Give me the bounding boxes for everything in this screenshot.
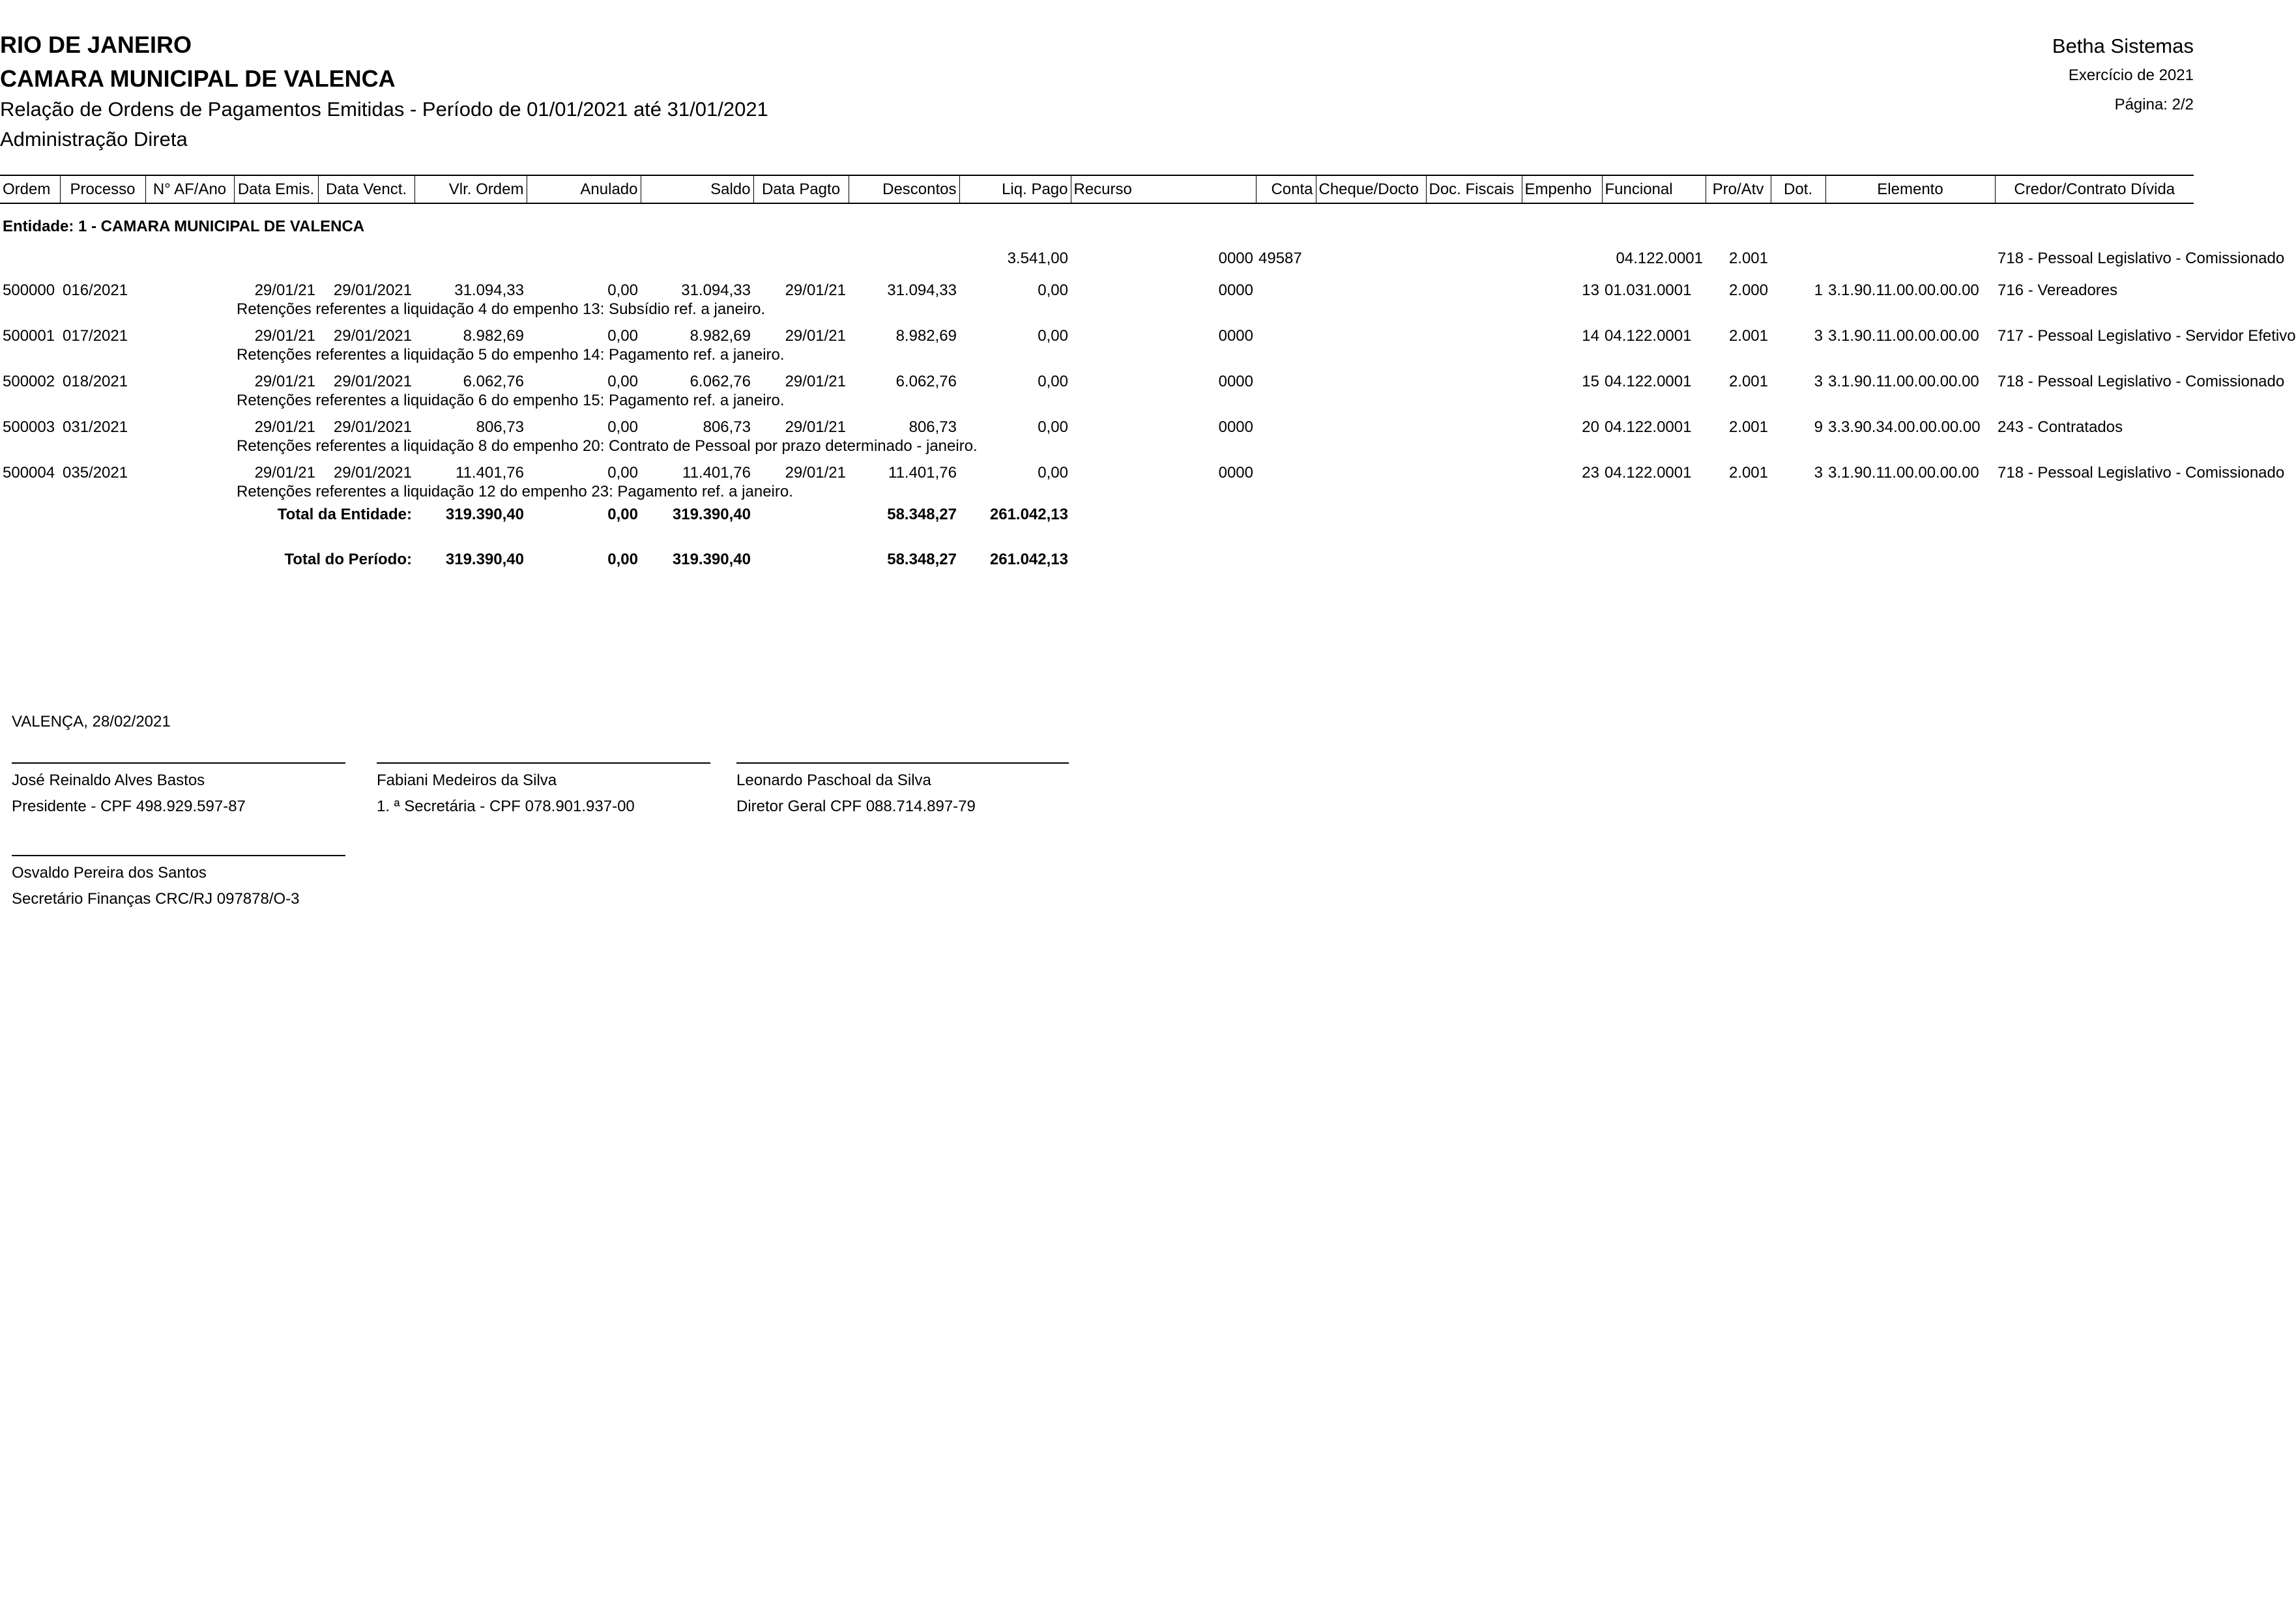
cell-saldo: 8.982,69 [690,327,751,345]
total-liq-pago: 261.042,13 [989,551,1068,568]
signature-line [12,855,345,856]
cell-processo: 018/2021 [63,373,128,390]
col-header: Pro/Atv [1706,175,1771,203]
cell-anulado: 0,00 [607,327,638,345]
signature-line [12,762,345,764]
retention-note: Retenções referentes a liquidação 12 do empenho 23: Pagamento ref. a janeiro. [237,483,793,500]
state-title: RIO DE JANEIRO [0,31,192,58]
cell-data-pagto: 29/01/21 [785,464,846,482]
col-header: Cheque/Docto [1316,175,1426,203]
retention-note: Retenções referentes a liquidação 8 do empenho 20: Contrato de Pessoal por prazo determinado - janeiro. [237,437,978,455]
table-row [0,273,2194,300]
retention-note: Retenções referentes a liquidação 6 do empenho 15: Pagamento ref. a janeiro. [237,392,785,409]
cell-liq-pago: 3.541,00 [1007,250,1068,267]
col-header: Recurso [1071,175,1256,203]
cell-pro-atv: 2.001 [1728,327,1768,345]
cell-liq-pago: 0,00 [1038,373,1068,390]
col-header: Saldo [641,175,753,203]
retention-note: Retenções referentes a liquidação 4 do empenho 13: Subsídio ref. a janeiro. [237,300,766,318]
entity-row [0,203,2194,242]
cell-anulado: 0,00 [607,418,638,436]
total-anulado: 0,00 [607,551,638,568]
retention-note: Retenções referentes a liquidação 5 do empenho 14: Pagamento ref. a janeiro. [237,346,785,364]
col-header: Conta [1256,175,1316,203]
cell-recurso: 0000 [1218,281,1253,299]
cell-elemento: 3.1.90.11.00.00.00.00 [1828,281,1979,299]
cell-recurso: 0000 [1218,250,1253,267]
table-row-note [0,391,2194,410]
total-vlr-ordem: 319.390,40 [445,551,524,568]
cell-descontos: 8.982,69 [895,327,957,345]
total-descontos: 58.348,27 [887,551,957,568]
table-row-note [0,300,2194,319]
col-header: Doc. Fiscais [1426,175,1522,203]
payment-orders-table [0,175,2296,569]
signature-line [377,762,710,764]
cell-funcional: 04.122.0001 [1605,418,1692,436]
cell-liq-pago: 0,00 [1038,464,1068,482]
cell-data-venc: 29/01/2021 [333,327,412,345]
cell-funcional: 04.122.0001 [1605,327,1692,345]
cell-recurso: 0000 [1218,418,1253,436]
total-anulado: 0,00 [607,506,638,523]
total-vlr-ordem: 319.390,40 [445,506,524,523]
signer-name: Osvaldo Pereira dos Santos [12,864,207,882]
cell-credor: 243 - Contratados [1998,418,2123,436]
table-header-row [0,175,2194,203]
col-header: Funcional [1602,175,1706,203]
total-descontos: 58.348,27 [887,506,957,523]
cell-funcional: 04.122.0001 [1605,464,1692,482]
cell-credor: 717 - Pessoal Legislativo - Servidor Efetivo [1998,327,2296,345]
cell-liq-pago: 0,00 [1038,327,1068,345]
cell-ordem: 500003 [3,418,55,436]
cell-empenho: 13 [1582,281,1599,299]
cell-elemento: 3.1.90.11.00.00.00.00 [1828,464,1979,482]
cell-pro-atv: 2.000 [1728,281,1768,299]
cell-vlr-ordem: 6.062,76 [463,373,524,390]
cell-descontos: 6.062,76 [895,373,957,390]
cell-empenho: 20 [1582,418,1599,436]
cell-descontos: 806,73 [908,418,957,436]
cell-pro-atv: 2.001 [1728,250,1768,267]
cell-dot: 3 [1814,373,1823,390]
cell-ordem: 500002 [3,373,55,390]
signer-role: Presidente - CPF 498.929.597-87 [12,798,246,815]
cell-processo: 016/2021 [63,281,128,299]
cell-af-ano [145,455,234,482]
cell-descontos: 31.094,33 [887,281,957,299]
signer-name: Fabiani Medeiros da Silva [377,772,557,789]
cell-empenho: 14 [1582,327,1599,345]
table-row [0,364,2194,391]
report-title: Relação de Ordens de Pagamentos Emitidas - Período de 01/01/2021 até 31/01/2021 [0,98,768,121]
signer-role: Secretário Finanças CRC/RJ 097878/O-3 [12,890,300,908]
cell-data-venc: 29/01/2021 [333,373,412,390]
col-header: Empenho [1522,175,1602,203]
cell-vlr-ordem: 11.401,76 [456,464,524,482]
entity-title: CAMARA MUNICIPAL DE VALENCA [0,65,396,92]
vendor-name: Betha Sistemas [2052,35,2194,57]
col-header: Dot. [1771,175,1825,203]
cell-data-emis: 29/01/21 [254,418,315,436]
cell-pro-atv: 2.001 [1728,373,1768,390]
cell-ordem: 500001 [3,327,55,345]
col-header: Data Emis. [234,175,318,203]
cell-af-ano [145,410,234,437]
cell-anulado: 0,00 [607,464,638,482]
cell-pro-atv: 2.001 [1728,418,1768,436]
col-header: Ordem [0,175,60,203]
cell-saldo: 6.062,76 [690,373,751,390]
total-saldo: 319.390,40 [672,551,751,568]
cell-credor: 718 - Pessoal Legislativo - Comissionado [1998,250,2285,267]
signature-line [736,762,1069,764]
cell-ordem: 500004 [3,464,55,482]
cell-data-emis: 29/01/21 [254,281,315,299]
carry-row [0,242,2194,273]
signer-role: Diretor Geral CPF 088.714.897-79 [736,798,976,815]
signer-role: 1. ª Secretária - CPF 078.901.937-00 [377,798,635,815]
col-header: N° AF/Ano [145,175,234,203]
col-header: Data Pagto [753,175,849,203]
cell-elemento: 3.3.90.34.00.00.00.00 [1828,418,1981,436]
cell-liq-pago: 0,00 [1038,281,1068,299]
cell-processo: 017/2021 [63,327,128,345]
cell-funcional: 01.031.0001 [1605,281,1692,299]
cell-recurso: 0000 [1218,327,1253,345]
cell-empenho: 15 [1582,373,1599,390]
table-row-note [0,482,2194,501]
entity-total-row [0,501,2194,524]
total-label: Total da Entidade: [277,506,412,523]
cell-af-ano [145,364,234,391]
signer-name: José Reinaldo Alves Bastos [12,772,205,789]
cell-dot: 3 [1814,464,1823,482]
cell-pro-atv: 2.001 [1728,464,1768,482]
cell-anulado: 0,00 [607,373,638,390]
cell-dot: 1 [1814,281,1823,299]
col-header: Liq. Pago [959,175,1071,203]
cell-credor: 718 - Pessoal Legislativo - Comissionado [1998,373,2285,390]
cell-saldo: 806,73 [703,418,751,436]
cell-data-venc: 29/01/2021 [333,281,412,299]
cell-vlr-ordem: 8.982,69 [463,327,524,345]
cell-data-venc: 29/01/2021 [333,418,412,436]
total-saldo: 319.390,40 [672,506,751,523]
total-label: Total do Período: [284,551,412,568]
cell-funcional: 04.122.0001 [1616,250,1703,267]
cell-saldo: 11.401,76 [682,464,751,482]
cell-data-emis: 29/01/21 [254,373,315,390]
table-row [0,319,2194,345]
cell-data-emis: 29/01/21 [254,464,315,482]
cell-saldo: 31.094,33 [681,281,751,299]
administration-label: Administração Direta [0,128,188,151]
cell-credor: 718 - Pessoal Legislativo - Comissionado [1998,464,2285,482]
cell-conta: 49587 [1258,250,1302,267]
cell-data-pagto: 29/01/21 [785,281,846,299]
table-row-note [0,345,2194,364]
cell-descontos: 11.401,76 [888,464,957,482]
col-header: Credor/Contrato Dívida [1995,175,2194,203]
col-header: Anulado [527,175,641,203]
cell-vlr-ordem: 806,73 [476,418,524,436]
page-number: Página: 2/2 [2114,96,2194,113]
cell-dot: 3 [1814,327,1823,345]
cell-elemento: 3.1.90.11.00.00.00.00 [1828,327,1979,345]
signer-name: Leonardo Paschoal da Silva [736,772,931,789]
total-liq-pago: 261.042,13 [989,506,1068,523]
table-row [0,410,2194,437]
cell-data-pagto: 29/01/21 [785,373,846,390]
cell-recurso: 0000 [1218,464,1253,482]
cell-anulado: 0,00 [607,281,638,299]
cell-vlr-ordem: 31.094,33 [454,281,524,299]
col-header: Elemento [1825,175,1995,203]
cell-af-ano [145,273,234,300]
table-row-note [0,437,2194,455]
cell-dot: 9 [1814,418,1823,436]
cell-empenho: 23 [1582,464,1599,482]
table-row [0,455,2194,482]
period-total-row [0,524,2194,569]
col-header: Data Venct. [318,175,414,203]
exercise-label: Exercício de 2021 [2068,66,2194,84]
cell-elemento: 3.1.90.11.00.00.00.00 [1828,373,1979,390]
cell-data-pagto: 29/01/21 [785,418,846,436]
cell-credor: 716 - Vereadores [1998,281,2118,299]
cell-af-ano [145,319,234,345]
cell-data-pagto: 29/01/21 [785,327,846,345]
cell-liq-pago: 0,00 [1038,418,1068,436]
cell-recurso: 0000 [1218,373,1253,390]
cell-funcional: 04.122.0001 [1605,373,1692,390]
cell-processo: 031/2021 [63,418,128,436]
cell-data-emis: 29/01/21 [254,327,315,345]
col-header: Processo [60,175,145,203]
place-date: VALENÇA, 28/02/2021 [12,713,171,730]
cell-data-venc: 29/01/2021 [333,464,412,482]
col-header: Vlr. Ordem [414,175,527,203]
cell-ordem: 500000 [3,281,55,299]
col-header: Descontos [849,175,959,203]
entity-label: Entidade: 1 - CAMARA MUNICIPAL DE VALENCA [3,218,365,235]
cell-processo: 035/2021 [63,464,128,482]
